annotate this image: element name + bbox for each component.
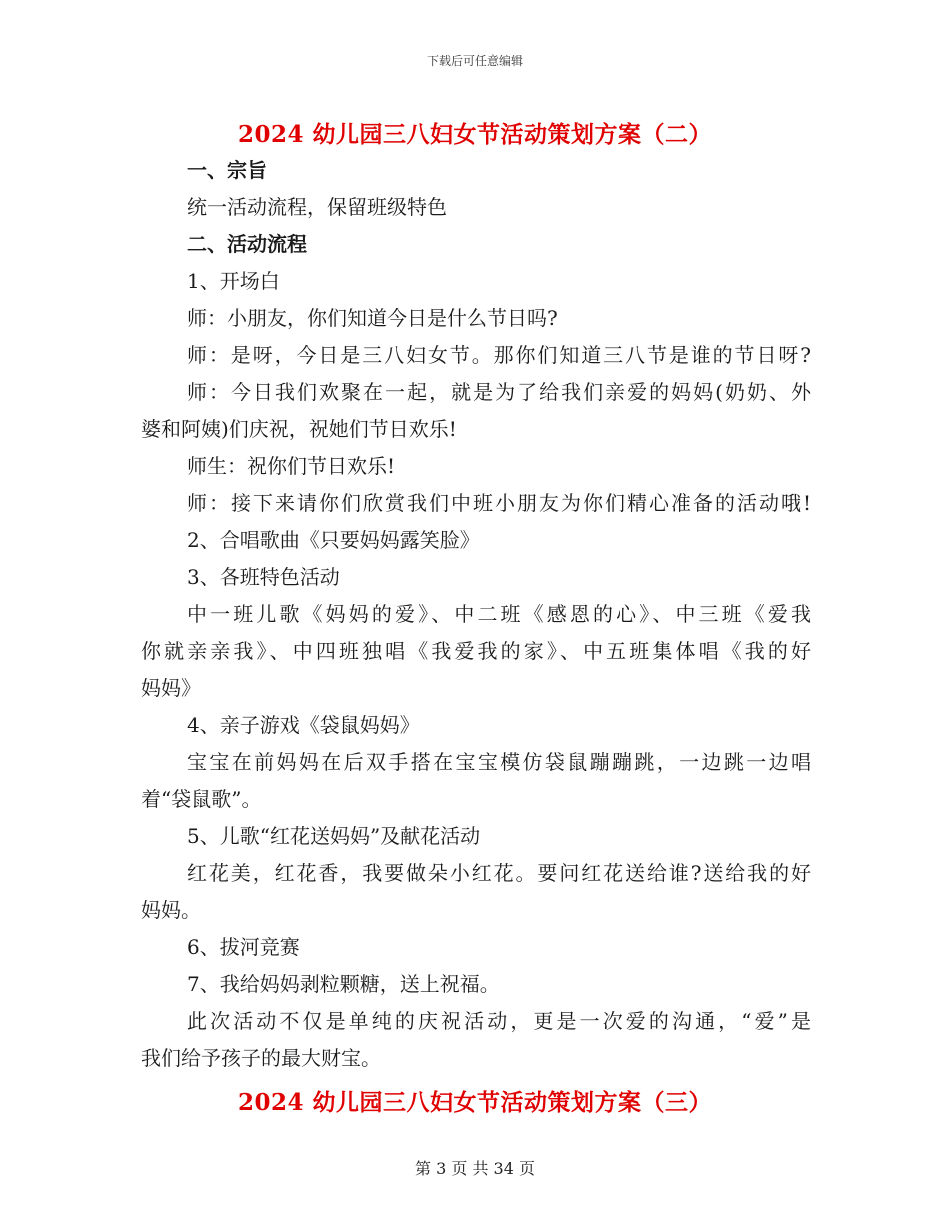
paragraph-7-line-2: 我们给予孩子的最大财宝。 <box>141 1046 381 1070</box>
paragraph-5-line-1: 红花美，红花香，我要做朵小红花。要问红花送给谁?送给我的好 <box>187 861 811 885</box>
paragraph-7-line-1: 此次活动不仅是单纯的庆祝活动，更是一次爱的沟通，“爱”是 <box>187 1009 811 1033</box>
step-4: 4、亲子游戏《袋鼠妈妈》 <box>187 713 420 737</box>
dialogue-1: 师：小朋友，你们知道今日是什么节日吗? <box>187 306 558 330</box>
step-2: 2、合唱歌曲《只要妈妈露笑脸》 <box>187 528 480 552</box>
step-1: 1、开场白 <box>187 269 280 293</box>
heading-purpose: 一、宗旨 <box>187 158 267 182</box>
paragraph-3-line-2: 你就亲亲我》、中四班独唱《我爱我的家》、中五班集体唱《我的好 <box>141 639 811 663</box>
dialogue-3-line-2: 婆和阿姨)们庆祝，祝她们节日欢乐! <box>141 417 457 441</box>
page-footer: 第 3 页 共 34 页 <box>415 1159 535 1178</box>
paragraph-3-line-3: 妈妈》 <box>141 676 201 700</box>
dialogue-3-line-1: 师：今日我们欢聚在一起，就是为了给我们亲爱的妈妈(奶奶、外 <box>187 380 811 404</box>
dialogue-2: 师：是呀，今日是三八妇女节。那你们知道三八节是谁的节日呀? <box>187 343 811 367</box>
page-header: 下载后可任意编辑 <box>426 54 523 68</box>
step-7: 7、我给妈妈剥粒颗糖，送上祝福。 <box>187 972 500 996</box>
step-6: 6、拔河竞赛 <box>187 935 300 959</box>
paragraph-purpose: 统一活动流程，保留班级特色 <box>187 195 447 219</box>
paragraph-4-line-1: 宝宝在前妈妈在后双手搭在宝宝模仿袋鼠蹦蹦跳，一边跳一边唱 <box>187 750 811 774</box>
dialogue-4: 师生：祝你们节日欢乐! <box>187 454 396 478</box>
paragraph-3-line-1: 中一班儿歌《妈妈的爱》、中二班《感恩的心》、中三班《爱我 <box>187 602 811 626</box>
step-3: 3、各班特色活动 <box>187 565 340 589</box>
dialogue-5: 师：接下来请你们欣赏我们中班小朋友为你们精心准备的活动哦! <box>187 491 811 515</box>
heading-process: 二、活动流程 <box>187 232 307 256</box>
section-title-3: 2024 幼儿园三八妇女节活动策划方案（三） <box>237 1089 713 1116</box>
section-title-2: 2024 幼儿园三八妇女节活动策划方案（二） <box>237 121 713 148</box>
step-5: 5、儿歌“红花送妈妈”及献花活动 <box>187 824 481 848</box>
paragraph-5-line-2: 妈妈。 <box>141 898 201 922</box>
paragraph-4-line-2: 着“袋鼠歌”。 <box>141 787 262 811</box>
